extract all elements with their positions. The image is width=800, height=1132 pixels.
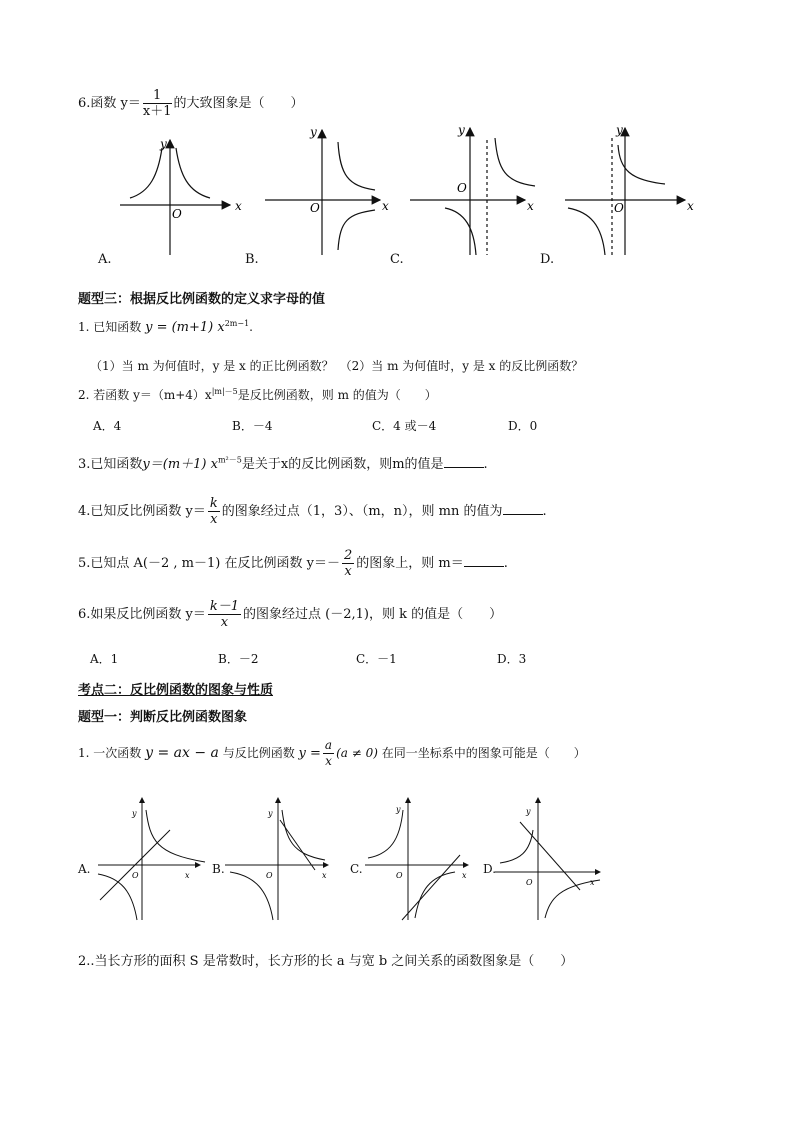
svg-text:x: x: [235, 199, 242, 213]
q1-graphs: [90, 790, 610, 925]
svg-text:y: y: [160, 137, 167, 151]
svg-text:x: x: [462, 871, 467, 880]
svg-text:y: y: [268, 809, 273, 818]
q6-fraction: $\frac{1}{x+1}$: [142, 88, 172, 119]
q6-option-d: D.: [540, 252, 555, 267]
q6-graphs: [90, 120, 710, 270]
p2-option-d: D．0: [508, 419, 538, 433]
p1-subquestions: （1）当 m 为何值时，y 是 x 的正比例函数？ （2）当 m 为何值时，y 是 x 的反比例函数？: [90, 359, 584, 373]
svg-text:O: O: [457, 181, 467, 195]
p6-option-a: A．1: [90, 652, 119, 666]
p6-stem: 6.如果反比例函数 y＝ $\frac{k-1}{x}$ 的图象经过点 (－2,1)，则 k 的值是（ ）: [78, 599, 503, 630]
q1-option-d: D.: [483, 862, 497, 876]
p2-stem: 2. 若函数 $y=(m+4)x^{|m|-5}$是反比例函数，则 m 的值为（ ）: [78, 387, 437, 402]
svg-text:y: y: [132, 809, 137, 818]
p6-option-c: C．－1: [356, 652, 397, 666]
section-1-title: 题型一：判断反比例函数图象: [78, 710, 248, 725]
q1-graph-d: [495, 798, 600, 920]
q1-graph-c: [365, 798, 468, 920]
q1-graph-b: [225, 798, 328, 920]
p2-option-a: A．4: [93, 419, 122, 433]
svg-text:O: O: [266, 871, 273, 880]
svg-text:y: y: [526, 807, 531, 816]
q6-stem: [78, 88, 304, 119]
section-3-title: 题型三：根据反比例函数的定义求字母的值: [78, 292, 326, 307]
q6-graph-d: [565, 123, 694, 255]
q6-suffix: 的大致图象是（ ）: [173, 96, 304, 111]
q6-graph-a: [120, 137, 242, 255]
svg-text:y: y: [458, 123, 465, 137]
svg-text:x: x: [185, 871, 190, 880]
p5-stem: 5.已知点 A(－2 , m－1) 在反比例函数 y＝－ $\frac{2}{x}$ 的图象上，则 m＝ .: [78, 548, 508, 579]
q1-option-b: B.: [212, 862, 225, 876]
q6-option-a: A.: [98, 252, 112, 267]
p4-answer-blank[interactable]: [503, 502, 543, 515]
svg-text:O: O: [172, 207, 182, 221]
svg-text:x: x: [527, 199, 534, 213]
p6-option-b: B．－2: [218, 652, 259, 666]
q1-option-a: A.: [78, 862, 91, 876]
svg-text:x: x: [687, 199, 694, 213]
q6-option-c: C.: [390, 252, 404, 267]
svg-text:x: x: [590, 878, 595, 887]
p4-fraction: $\frac{k}{x}$: [209, 496, 218, 527]
svg-text:y: y: [310, 125, 317, 139]
svg-text:y: y: [616, 123, 623, 137]
svg-text:O: O: [132, 871, 139, 880]
p6-fraction: $\frac{k-1}{x}$: [209, 599, 240, 630]
kaodian-2-title: 考点二：反比例函数的图象与性质: [78, 683, 274, 698]
p5-answer-blank[interactable]: [464, 554, 504, 567]
q6-graph-b: [265, 125, 389, 255]
svg-text:x: x: [382, 199, 389, 213]
p5-fraction: $\frac{2}{x}$: [343, 548, 353, 579]
p2-option-c: C．4 或－4: [372, 419, 437, 433]
svg-text:y: y: [396, 805, 401, 814]
q6-graph-c: [410, 123, 535, 255]
p1-stem: 1. 已知函数 y = (m+1) $x^{2m-1}$.: [78, 319, 253, 335]
svg-text:O: O: [396, 871, 403, 880]
p4-stem: 4.已知反比例函数 y＝ $\frac{k}{x}$ 的图象经过点（1，3）、（m，n），则 mn 的值为 .: [78, 496, 547, 527]
p6-option-d: D．3: [497, 652, 527, 666]
svg-text:x: x: [322, 871, 327, 880]
q1-option-c: C.: [350, 862, 363, 876]
q2-stem: 2..当长方形的面积 S 是常数时，长方形的长 a 与宽 b 之间关系的函数图象是（ ）: [78, 954, 574, 969]
p3-answer-blank[interactable]: [444, 455, 484, 468]
q6-prefix: 6.函数 y＝: [78, 96, 141, 111]
svg-text:O: O: [614, 201, 624, 215]
svg-text:O: O: [526, 878, 533, 887]
q6-option-b: B.: [245, 252, 259, 267]
q1-fraction: $\frac{a}{x}$: [324, 738, 333, 768]
p2-option-b: B．－4: [232, 419, 273, 433]
q1-stem: 1. 一次函数 y = ax − a 与反比例函数 y = $\frac{a}{x}$ (a ≠ 0) 在同一坐标系中的图象可能是（ ）: [78, 738, 586, 768]
q1-graph-a: [98, 798, 205, 920]
p3-stem: 3.已知函数y＝(m＋1) $x^{m^2-5}$是关于x的反比例函数，则m的值是 .: [78, 455, 488, 472]
svg-text:O: O: [310, 201, 320, 215]
